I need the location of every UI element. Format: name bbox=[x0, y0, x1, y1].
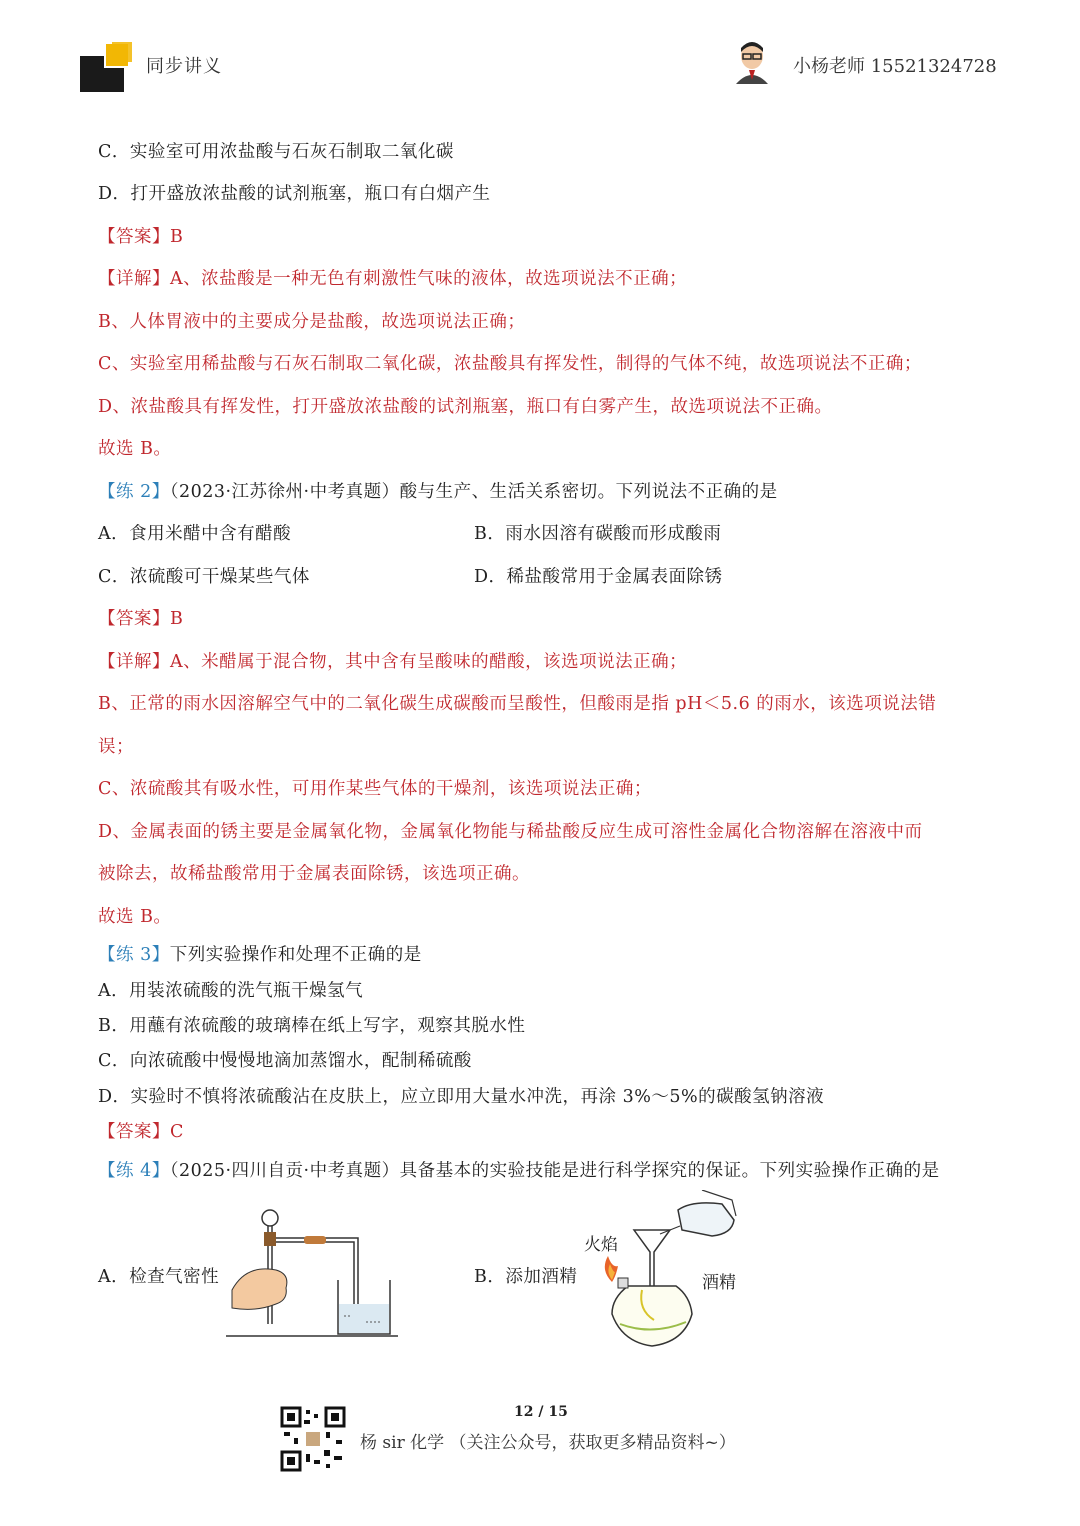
q2-detail-d: D、金属表面的锈主要是金属氧化物，金属氧化物能与稀盐酸反应生成可溶性金属化合物溶解在溶液中而 bbox=[98, 822, 923, 842]
q3-option-a: A．用装浓硫酸的洗气瓶干燥氢气 bbox=[98, 981, 364, 1001]
q2-stem bbox=[98, 478, 778, 503]
q3-stem bbox=[98, 941, 422, 966]
q2-stem-text: （2023·江苏徐州·中考真题）酸与生产、生活关系密切。下列说法不正确的是 bbox=[169, 482, 778, 502]
q3-answer bbox=[98, 1118, 184, 1143]
q1-detail-d: D、浓盐酸具有挥发性，打开盛放浓盐酸的试剂瓶塞，瓶口有白雾产生，故选项说法不正确。 bbox=[98, 397, 833, 417]
q3-option-b: B．用蘸有浓硫酸的玻璃棒在纸上写字，观察其脱水性 bbox=[98, 1016, 526, 1036]
header-teacher-contact: 小杨老师 15521324728 bbox=[793, 56, 997, 77]
answer-label: 【答案】 bbox=[98, 227, 170, 247]
figure-label-alcohol: 酒精 bbox=[702, 1273, 736, 1293]
page-number: 12 / 15 bbox=[514, 1404, 568, 1420]
q3-option-c: C．向浓硫酸中慢慢地滴加蒸馏水，配制稀硫酸 bbox=[98, 1051, 472, 1071]
airtightness-apparatus-figure bbox=[226, 1204, 402, 1340]
q2-answer bbox=[98, 605, 183, 630]
q2-option-b: B．雨水因溶有碳酸而形成酸雨 bbox=[474, 524, 722, 544]
qr-code-icon[interactable] bbox=[280, 1406, 346, 1472]
q2-option-c: C．浓硫酸可干燥某些气体 bbox=[98, 567, 310, 587]
detail-text: A、米醋属于混合物，其中含有呈酸味的醋酸，该选项说法正确； bbox=[170, 652, 688, 672]
figure-label-flame: 火焰 bbox=[584, 1235, 618, 1255]
answer-label: 【答案】 bbox=[98, 609, 170, 629]
q2-option-a: A．食用米醋中含有醋酸 bbox=[98, 524, 292, 544]
add-alcohol-figure bbox=[582, 1190, 752, 1358]
answer-value: C bbox=[170, 1122, 184, 1142]
q3-stem-text: 下列实验操作和处理不正确的是 bbox=[169, 945, 422, 965]
teacher-avatar-icon bbox=[732, 40, 772, 84]
answer-value: B bbox=[170, 609, 184, 629]
q2-label: 【练 2】 bbox=[98, 482, 170, 502]
detail-text: A、浓盐酸是一种无色有刺激性气味的液体，故选项说法不正确； bbox=[170, 269, 688, 289]
footer-text: 杨 sir 化学 （关注公众号，获取更多精品资料~） bbox=[360, 1433, 736, 1453]
q2-detail-a bbox=[98, 648, 687, 673]
q4-stem bbox=[98, 1157, 940, 1182]
q3-label: 【练 3】 bbox=[98, 945, 170, 965]
q4-stem-text: （2025·四川自贡·中考真题）具备基本的实验技能是进行科学探究的保证。下列实验操作正确的是 bbox=[169, 1161, 940, 1181]
answer-value: B bbox=[170, 227, 184, 247]
detail-label: 【详解】 bbox=[98, 269, 170, 289]
q2-option-d: D．稀盐酸常用于金属表面除锈 bbox=[474, 567, 723, 587]
detail-label: 【详解】 bbox=[98, 652, 170, 672]
q1-detail-c: C、实验室用稀盐酸与石灰石制取二氧化碳，浓盐酸具有挥发性，制得的气体不纯，故选项说法不正确； bbox=[98, 354, 922, 374]
logo-icon bbox=[80, 42, 136, 92]
q4-label: 【练 4】 bbox=[98, 1161, 170, 1181]
q1-choose: 故选 B。 bbox=[98, 439, 172, 459]
header-title: 同步讲义 bbox=[146, 56, 222, 77]
q1-option-c: C．实验室可用浓盐酸与石灰石制取二氧化碳 bbox=[98, 142, 454, 162]
q2-detail-b: B、正常的雨水因溶解空气中的二氧化碳生成碳酸而呈酸性，但酸雨是指 pH＜5.6 的雨水，该选项说法错 bbox=[98, 694, 937, 714]
q1-answer bbox=[98, 223, 183, 248]
q2-choose: 故选 B。 bbox=[98, 907, 172, 927]
q2-detail-c: C、浓硫酸其有吸水性，可用作某些气体的干燥剂，该选项说法正确； bbox=[98, 779, 652, 799]
q1-option-d: D．打开盛放浓盐酸的试剂瓶塞，瓶口有白烟产生 bbox=[98, 184, 491, 204]
q1-detail-a bbox=[98, 265, 687, 290]
q2-detail-b-cont: 误； bbox=[98, 737, 134, 757]
q4-option-a: A．检查气密性 bbox=[98, 1267, 220, 1287]
q1-detail-b: B、人体胃液中的主要成分是盐酸，故选项说法正确； bbox=[98, 312, 526, 332]
q3-option-d: D．实验时不慎将浓硫酸沾在皮肤上，应立即用大量水冲洗，再涂 3%～5%的碳酸氢钠溶液 bbox=[98, 1087, 825, 1107]
q4-option-b: B．添加酒精 bbox=[474, 1267, 578, 1287]
answer-label: 【答案】 bbox=[98, 1122, 170, 1142]
q2-detail-d-cont: 被除去，故稀盐酸常用于金属表面除锈，该选项正确。 bbox=[98, 864, 530, 884]
